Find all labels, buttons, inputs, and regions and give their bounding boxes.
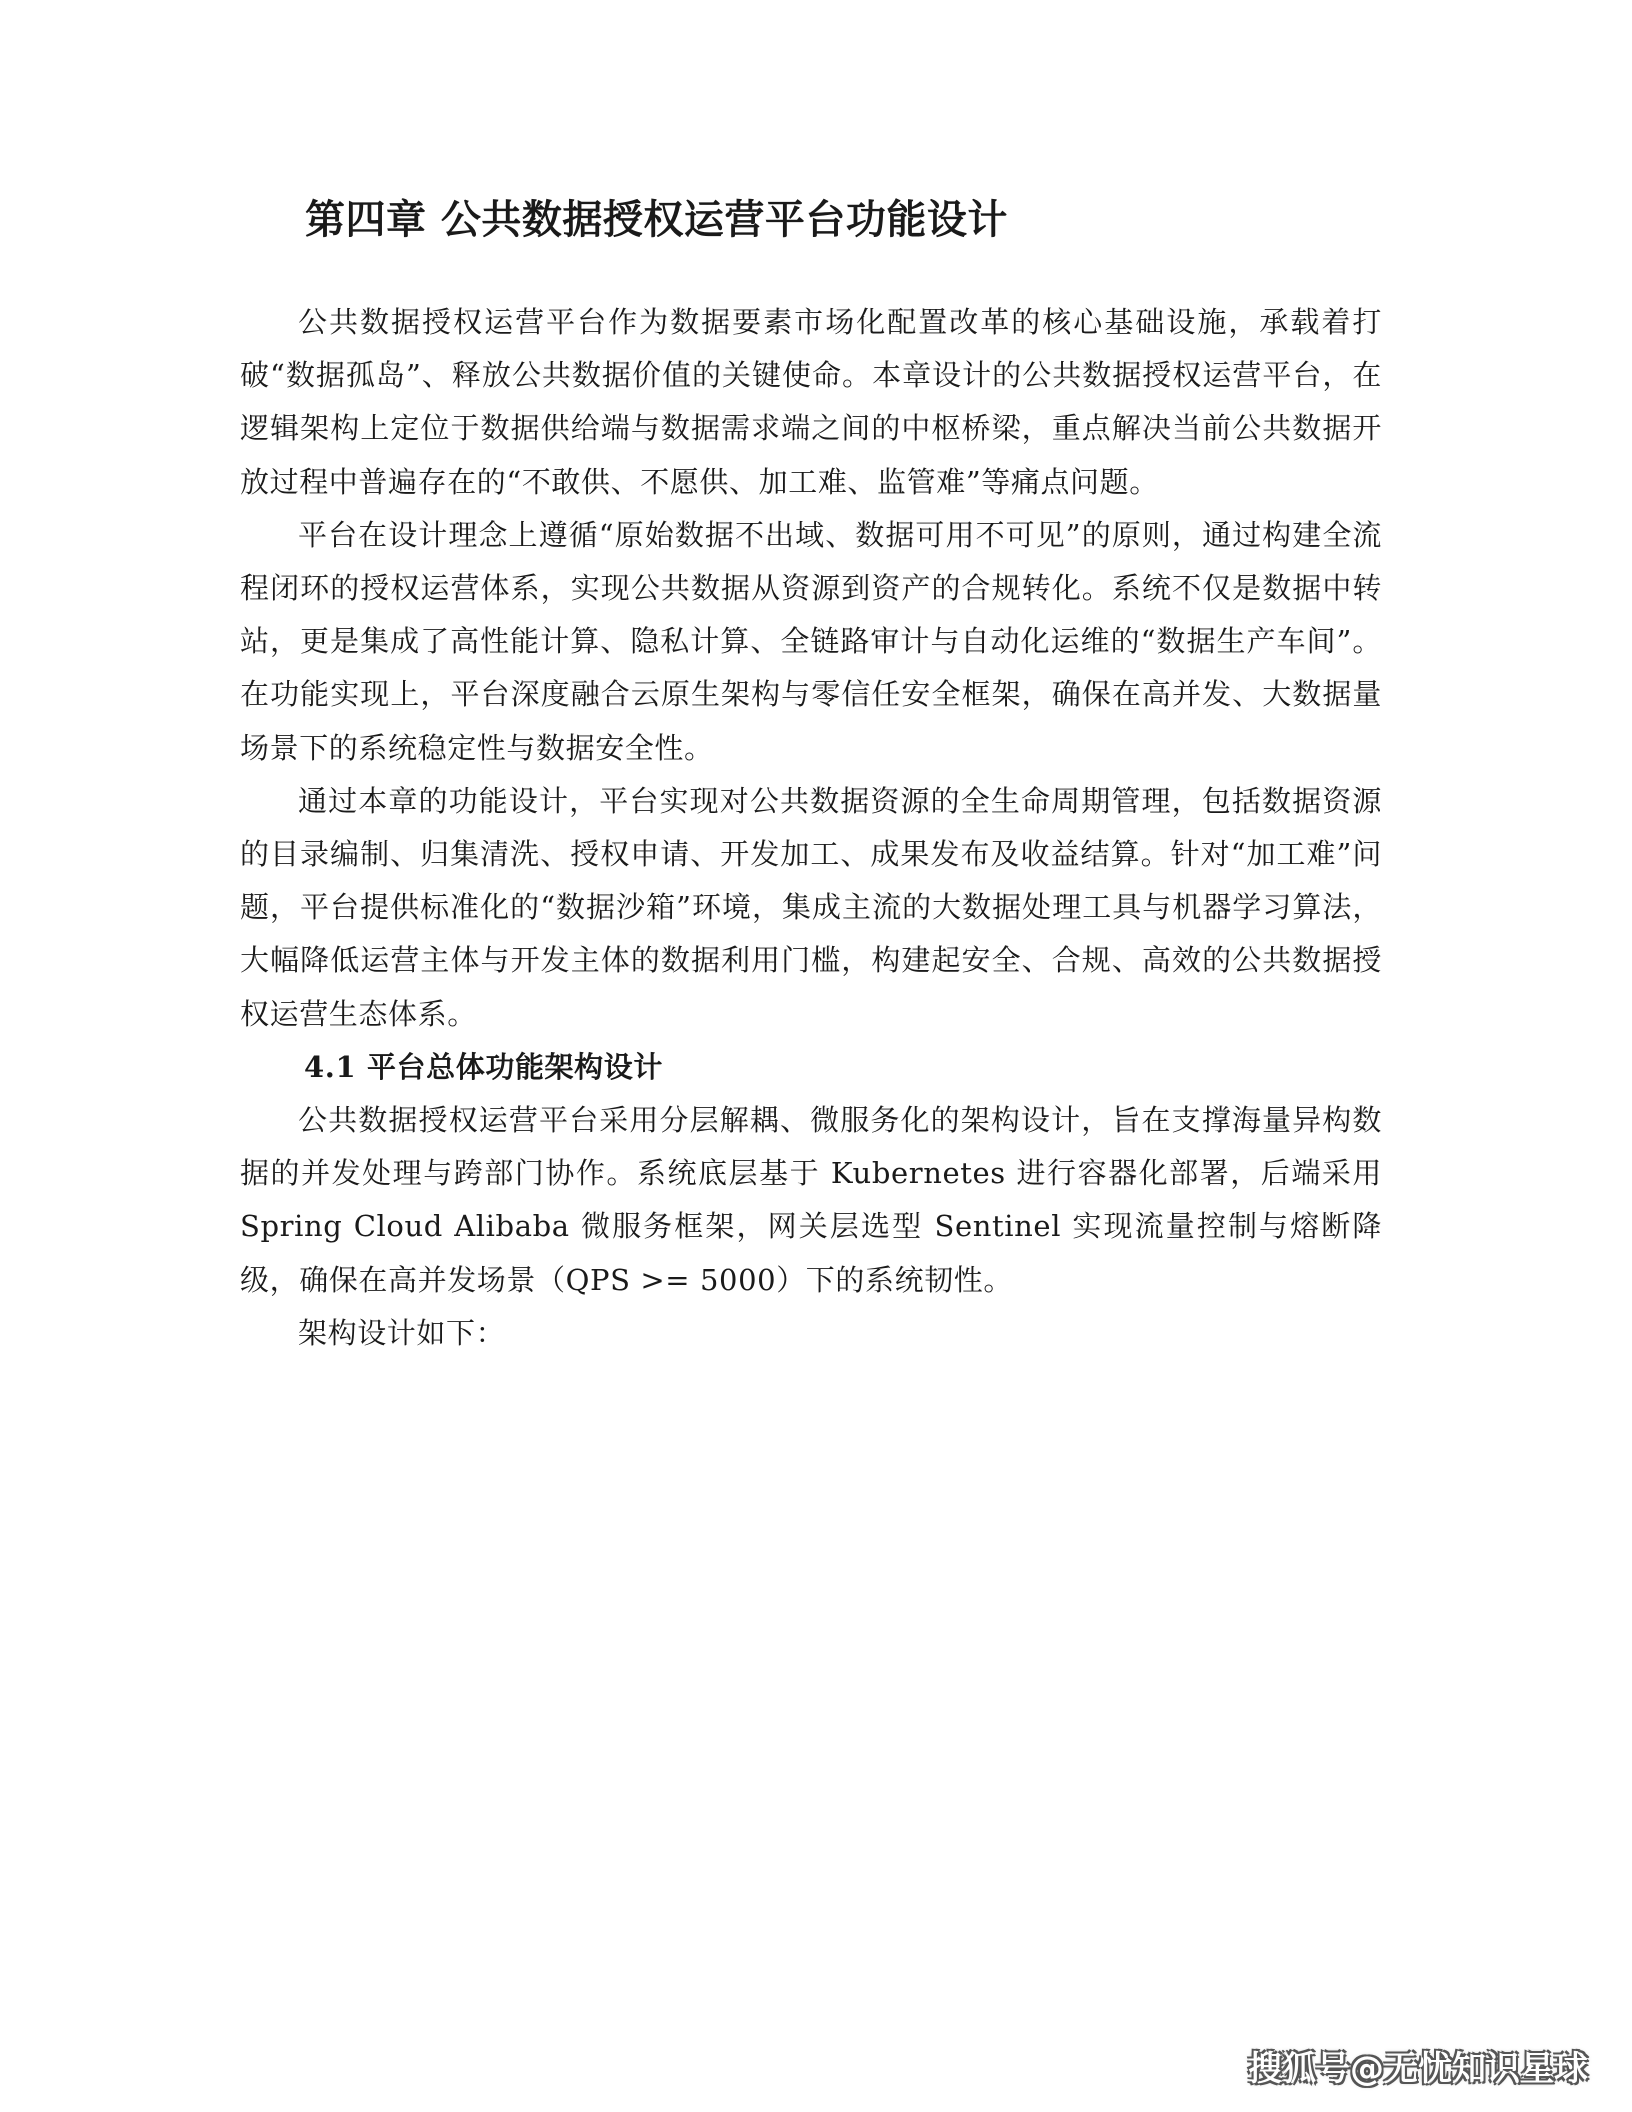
chapter-title: 第四章 公共数据授权运营平台功能设计: [305, 196, 1008, 243]
section-4-1-paragraph-2: 架构设计如下：: [298, 1315, 506, 1350]
section-4-1-paragraph-1: 公共数据授权运营平台采用分层解耦、微服务化的架构设计，旨在支撑海量异构数据的并发处理与跨部门协作。系统底层基于 Kubernetes 进行容器化部署，后端采用 Spring Cloud Alibaba 微服务框架，网关层选型 Sentinel 实现流量控制与熔断降级，确保在高并发场景（QPS >= 5000）下的系统韧性。: [240, 1103, 1382, 1297]
intro-paragraph-2: 平台在设计理念上遵循“原始数据不出域、数据可用不可见”的原则，通过构建全流程闭环的授权运营体系，实现公共数据从资源到资产的合规转化。系统不仅是数据中转站，更是集成了高性能计算、隐私计算、全链路审计与自动化运维的“数据生产车间”。在功能实现上，平台深度融合云原生架构与零信任安全框架，确保在高并发、大数据量场景下的系统稳定性与数据安全性。: [240, 517, 1382, 765]
section-heading-4-1: 4.1 平台总体功能架构设计: [304, 1049, 663, 1084]
intro-paragraph-3: 通过本章的功能设计，平台实现对公共数据资源的全生命周期管理，包括数据资源的目录编制、归集清洗、授权申请、开发加工、成果发布及收益结算。针对“加工难”问题，平台提供标准化的“数据沙箱”环境，集成主流的大数据处理工具与机器学习算法，大幅降低运营主体与开发主体的数据利用门槛，构建起安全、合规、高效的公共数据授权运营生态体系。: [240, 783, 1382, 1031]
document-body: [240, 296, 1382, 1360]
watermark: 搜狐号@无忧知识星球: [1248, 2049, 1588, 2089]
intro-paragraph-1: 公共数据授权运营平台作为数据要素市场化配置改革的核心基础设施，承载着打破“数据孤岛”、释放公共数据价值的关键使命。本章设计的公共数据授权运营平台，在逻辑架构上定位于数据供给端与数据需求端之间的中枢桥梁，重点解决当前公共数据开放过程中普遍存在的“不敢供、不愿供、加工难、监管难”等痛点问题。: [240, 305, 1382, 499]
